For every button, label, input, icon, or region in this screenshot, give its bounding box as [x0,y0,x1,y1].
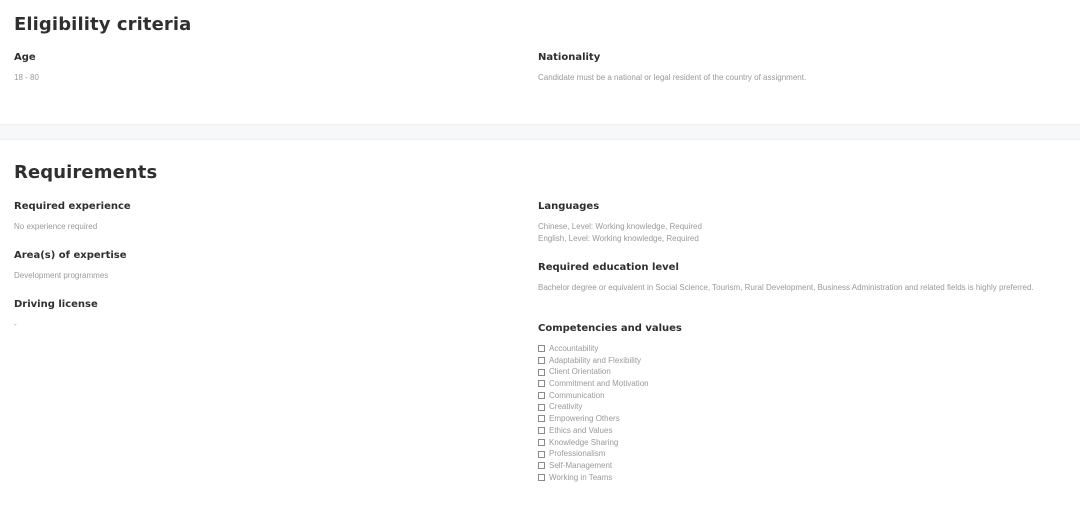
language-item: Chinese, Level: Working knowledge, Required [538,222,702,231]
section-divider [0,124,1080,140]
checkbox-icon [538,474,545,481]
required-experience-field [14,200,484,233]
driving-license-value: - [14,320,17,329]
competency-item [538,472,1054,484]
checkbox-icon [538,357,545,364]
checkbox-icon [538,392,545,399]
competency-label: Creativity [549,402,583,412]
competency-item [538,343,1054,355]
checkbox-icon [538,462,545,469]
age-field [14,51,484,84]
nationality-label: Nationality [538,52,601,63]
competency-label: Working in Teams [549,472,613,482]
eligibility-title: Eligibility criteria [14,14,192,35]
competency-item [538,437,1054,449]
competency-label: Client Orientation [549,367,611,377]
education-value: Bachelor degree or equivalent in Social Science, Tourism, Rural Development, Business Administration and related fields is highly preferred. [538,283,1034,292]
checkbox-icon [538,380,545,387]
education-field [538,261,1054,294]
nationality-field [538,51,1054,84]
eligibility-section [0,0,1080,124]
competency-label: Accountability [549,344,599,353]
expertise-label: Area(s) of expertise [14,250,127,261]
competencies-label: Competencies and values [538,323,682,334]
checkbox-icon [538,427,545,434]
competency-item [538,378,1054,390]
competency-item [538,425,1054,437]
checkbox-icon [538,404,545,411]
driving-license-field [14,298,484,331]
language-item: English, Level: Working knowledge, Required [538,233,699,243]
competency-item [538,366,1054,378]
requirements-section [0,140,1080,516]
nationality-value: Candidate must be a national or legal resident of the country of assignment. [538,73,807,82]
competencies-field [538,322,1054,483]
checkbox-icon [538,451,545,458]
age-label: Age [14,52,36,63]
competency-item [538,448,1054,460]
expertise-field [14,249,484,282]
checkbox-icon [538,415,545,422]
competency-item [538,460,1054,472]
languages-list [538,221,1054,244]
competency-label: Communication [549,390,605,400]
languages-field [538,200,1054,244]
competencies-list [538,343,1054,483]
age-value: 18 - 80 [14,73,39,82]
required-experience-label: Required experience [14,201,131,212]
competency-label: Self-Management [549,460,613,470]
checkbox-icon [538,439,545,446]
competency-item [538,390,1054,402]
checkbox-icon [538,345,545,352]
competency-label: Empowering Others [549,414,620,424]
checkbox-icon [538,369,545,376]
competency-label: Knowledge Sharing [549,437,619,447]
competency-label: Professionalism [549,449,606,459]
driving-license-label: Driving license [14,299,98,310]
education-label: Required education level [538,262,679,273]
requirements-title: Requirements [14,162,158,183]
competency-item [538,413,1054,425]
competency-label: Commitment and Motivation [549,379,649,389]
required-experience-value: No experience required [14,222,98,231]
expertise-value: Development programmes [14,271,109,280]
competency-label: Ethics and Values [549,425,613,435]
competency-label: Adaptability and Flexibility [549,355,642,365]
competency-item [538,401,1054,413]
languages-label: Languages [538,201,600,212]
competency-item [538,355,1054,367]
